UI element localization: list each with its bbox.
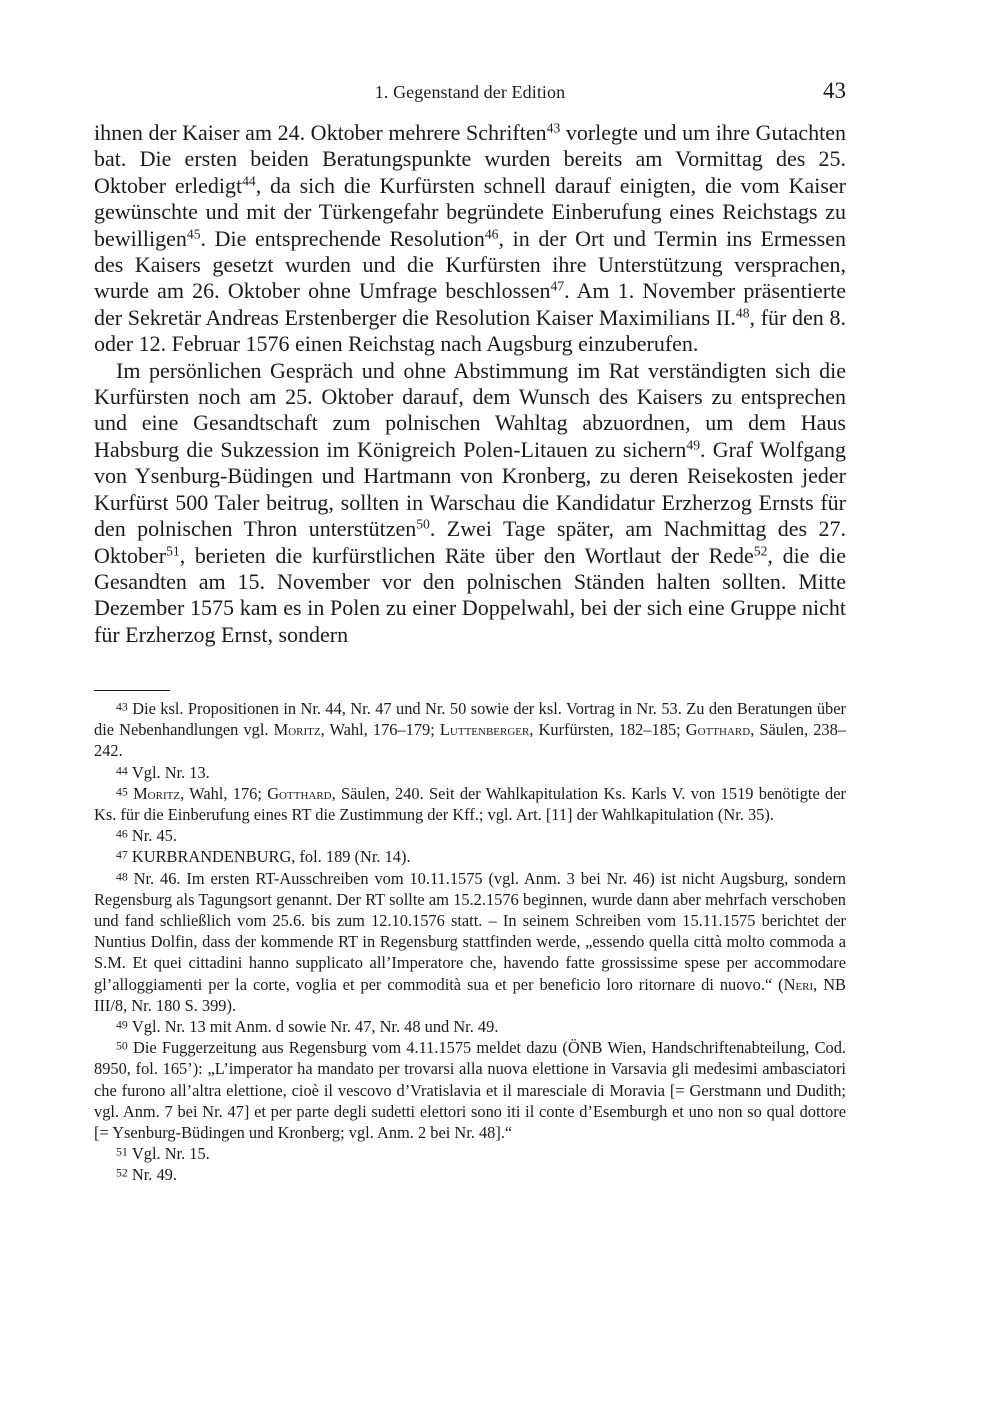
text-run: ihnen der Kaiser am 24. Oktober mehrere Schriften <box>94 120 547 145</box>
text-run: Vgl. Nr. 15. <box>131 1144 210 1164</box>
author-name: Moritz <box>133 783 181 803</box>
text-run: , Wahl, 176; <box>180 783 268 803</box>
text-run: , berieten die kurfürstlichen Räte über den Wortlaut der Rede <box>179 542 754 568</box>
author-name: Gotthard <box>267 783 332 803</box>
footnote-number: 51 <box>116 1144 128 1159</box>
footnote <box>94 762 846 783</box>
text-run: , da sich die Kurfürsten schnell darauf einigten, die vom Kaiser gewünschte und mit der Türkengefahr begründete Einberufung eines Reichstags zu bewilligen <box>94 172 846 251</box>
footnote <box>94 868 846 1016</box>
footnote <box>94 1164 846 1185</box>
text-run: , Wahl, 176–179; <box>320 720 440 740</box>
footnote <box>94 846 846 867</box>
text-run: , Säulen, 238–242. <box>94 720 846 761</box>
text-run: , für den 8. oder 12. Februar 1576 einen Reichstag nach Augsburg einzuberufen. <box>94 304 846 357</box>
footnote-reference: 51 <box>166 543 180 558</box>
text-run: Nr. 49. <box>131 1165 177 1185</box>
text-run: . Graf Wolfgang von Ysenburg-Büdingen und Hartmann von Kronberg, zu deren Reisekosten jeder Kurfürst 500 Taler beitrug, sollten in Warschau die Kandidatur Erzherzog Ernsts für den polnischen Thron unterstützen <box>94 436 846 542</box>
footnote-reference: 43 <box>546 120 561 136</box>
footnote-reference: 52 <box>753 543 768 558</box>
author-name: Luttenberger <box>439 720 530 740</box>
footnote-reference: 47 <box>550 278 565 294</box>
text-run: , die die Gesandten am 15. November vor den polnischen Ständen halten sollten. Mitte Dezember 1575 kam es in Polen zu einer Doppelwahl, bei der sich eine Gruppe nicht für Erzherzog Ernst, sondern <box>94 542 846 647</box>
footnotes <box>94 698 846 1186</box>
footnote <box>94 1143 846 1164</box>
author-name: Neri <box>783 974 814 994</box>
footnote-reference: 49 <box>686 437 701 453</box>
footnote <box>94 783 846 825</box>
footnote-number: 44 <box>116 763 128 778</box>
text-run: , NB III/8, Nr. 180 S. 399). <box>94 974 846 1015</box>
text-run: . Am 1. November präsentierte der Sekretär Andreas Erstenberger die Resolution Kaiser Maximilians II. <box>94 278 846 330</box>
text-run: . Zwei Tage später, am Nachmittag des 27. Oktober <box>94 516 846 568</box>
text-run: Im persönlichen Gespräch und ohne Abstimmung im Rat verständigten sich die Kurfürsten noch am 25. Oktober darauf, dem Wunsch des Kaisers zu entsprechen und eine Gesandtschaft zum polnischen Wahltag abzuordnen, um dem Haus Habsburg die Sukzession im Königreich Polen-Litauen zu sichern <box>94 357 846 462</box>
text-run: . Die entsprechende Resolution <box>200 225 485 251</box>
footnote-reference: 48 <box>735 305 750 321</box>
main-text <box>94 120 846 648</box>
text-run: , Kurfürsten, 182–185; <box>529 720 686 740</box>
footnote-number: 47 <box>116 847 128 862</box>
footnote-number: 49 <box>116 1017 128 1032</box>
text-run: , Säulen, 240. Seit der Wahlkapitulation Ks. Karls V. von 1519 benötigte der Ks. für die Einberufung eines RT die Zustimmung der Kff.; vgl. Art. [11] der Wahlkapitulation (Nr. 35). <box>94 783 846 825</box>
footnote-number: 52 <box>116 1165 128 1180</box>
text-run: Die Fuggerzeitung aus Regensburg vom 4.11.1575 meldet dazu (ÖNB Wien, Handschriftenabteilung, Cod. 8950, fol. 165’): „L’imperator ha mandato per trovarsi alla nuova elettione in Varsavia gli medesimi ambasciatori che furono all’altra elettione, cioè il vescovo d’Vratislavia et il maresciale di Moravia [= Gerstmann und Dudith; vgl. Anm. 7 bei Nr. 47] et per parte degli sudetti elettori sono iti il conte d’Esemburgh et uno non so qual dottore [= Ysenburg-Büdingen und Kronberg; vgl. Anm. 2 bei Nr. 48].“ <box>94 1038 846 1143</box>
footnote-number: 50 <box>116 1038 128 1053</box>
running-header <box>94 80 846 108</box>
text-run: Nr. 46. Im ersten RT-Ausschreiben vom 10.11.1575 (vgl. Anm. 3 bei Nr. 46) ist nicht Augsburg, sondern Regensburg als Tagungsort genannt. Der RT sollte am 15.2.1576 beginnen, wurde dann aber mehrfach verschoben und fand schließlich vom 25.6. bis zum 12.10.1576 statt. – In seinem Schreiben vom 15.11.1575 berichtet der Nuntius Dolfin, dass der kommende RT in Regensburg stattfinden werde, „essendo quella città molto commoda a S.M. Et quei cittadini hanno supplicato all’Imperatore che, havendo fatte grossissime spese per accommodare gl’alloggiamenti per la corte, voglia et per commodità sua et per beneficio loro ritornare di nuovo.“ ( <box>94 868 846 994</box>
text-run: , in der Ort und Termin ins Ermessen des Kaisers gesetzt wurden und die Kurfürsten ihre Unterstützung versprachen, wurde am 26. Oktober ohne Umfrage beschlossen <box>94 225 846 304</box>
footnote-reference: 50 <box>416 516 430 532</box>
footnote-rule <box>94 690 170 691</box>
text-run: Vgl. Nr. 13 mit Anm. d sowie Nr. 47, Nr. 48 und Nr. 49. <box>131 1017 499 1037</box>
author-name: Moritz <box>273 720 321 740</box>
text-run: vorlegte und um ihre Gutachten bat. Die ersten beiden Beratungspunkte wurden bereits am Vormittag des 25. Oktober erledigt <box>94 120 846 198</box>
text-run: KURBRANDENBURG, fol. 189 (Nr. 14). <box>131 847 411 867</box>
footnote-reference: 44 <box>242 173 256 189</box>
footnote-number: 46 <box>116 826 128 841</box>
footnote-number: 45 <box>116 784 128 799</box>
footnote <box>94 698 846 762</box>
footnote <box>94 1016 846 1037</box>
text-run: Vgl. Nr. 13. <box>131 762 210 782</box>
body-paragraph <box>94 358 846 648</box>
footnote <box>94 1037 846 1143</box>
footnote-number: 43 <box>116 699 128 714</box>
footnote-reference: 45 <box>186 226 201 242</box>
footnote-number: 48 <box>116 869 128 884</box>
body-paragraph <box>94 120 846 358</box>
footnote-reference: 46 <box>484 226 499 242</box>
author-name: Gotthard <box>685 720 751 740</box>
footnote <box>94 825 846 846</box>
page-number: 43 <box>823 78 846 103</box>
text-run: Die ksl. Propositionen in Nr. 44, Nr. 47 und Nr. 50 sowie der ksl. Vortrag in Nr. 53. Zu den Beratungen über die Nebenhandlungen vgl. <box>94 699 846 740</box>
text-run: Nr. 45. <box>131 826 177 846</box>
running-title: 1. Gegenstand der Edition <box>374 82 566 102</box>
